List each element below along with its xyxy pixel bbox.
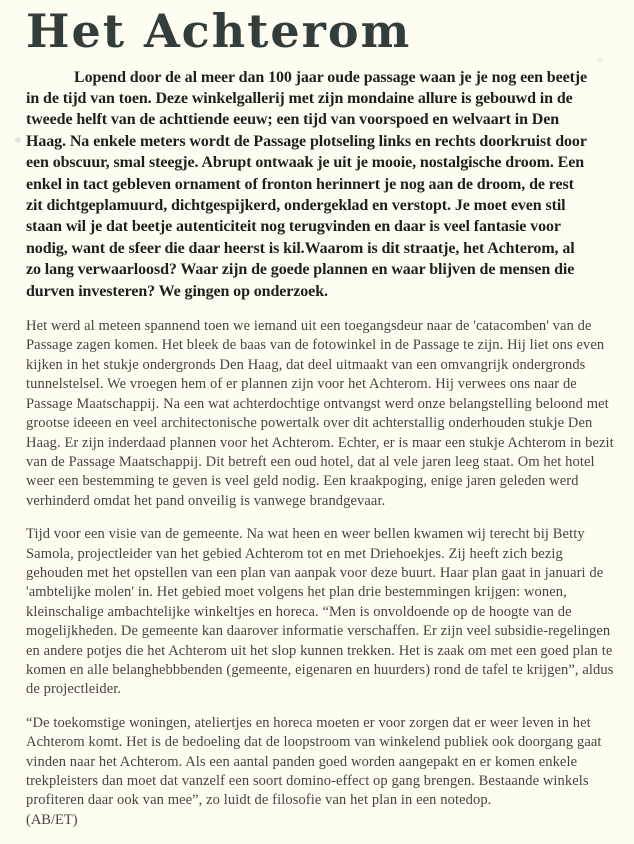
body-paragraph-1: Het werd al meteen spannend toen we iemand uit een toegangsdeur naar de 'catacomben' van de Passage zagen komen. Het bleek de baas van de fotowinkel in de Passage te zijn. Hij liet ons even kijken in het stukje ondergronds Den Haag, dat deel uitmaakt van een omvangrijk ondergronds tunnelstelsel. We vroegen hem of er plannen zijn voor het Achterom. Hij verwees ons naar de Passage Maatschappij. Na een wat achterdochtige ontvangst werd onze belangstelling beloond met grootse ideeen en veel architectonische powertalk over dit achterstallig onderhouden stukje Den Haag. Er zijn inderdaad plannen voor het Achterom. Echter, er is maar een stukje Achterom in bezit van de Passage Maatschappij. Dit betreft een oud hotel, dat al vele jaren leeg staat. Om het hotel weer een bestemming te geven is veel geld nodig. Een kraakpoging, enige jaren geleden werd verhinderd omdat het pand onveilig is vanwege brandgevaar. [26, 318, 614, 509]
body-paragraph-3: “De toekomstige woningen, ateliertjes en horeca moeten er voor zorgen dat er weer leven in het Achterom komt. Het is de bedoeling dat de loopstroom van winkelend publiek ook doorgang gaat vinden naar het Achterom. Als een aantal panden goed worden aangepakt en er komen enkele trekpleisters dan moet dat vanzelf een soort domino-effect op gang brengen. Bestaande winkels profiteren daar ook van mee”, zo luidt de filosofie van het plan in een notedop. [26, 714, 602, 809]
article-title: Het Achterom [26, 4, 412, 58]
byline: (AB/ET) [26, 811, 78, 828]
body-paragraph-2: Tijd voor een visie van de gemeente. Na wat heen en weer bellen kwamen wij terecht bij Betty Samola, projectleider van het gebied Achterom tot en met Driehoekjes. Zij heeft zich bezig gehouden met het opstellen van een plan van aanpak voor deze buurt. Haar plan gaat in januari de 'ambtelijke molen' in. Het gebied moet volgens het plan drie bestemmingen krijgen: wonen, kleinschalige ambachtelijke winkeltjes en horeca. “Men is onvoldoende op de hoogte van de mogelijkheden. De gemeente kan daarover informatie verschaffen. Er zijn veel subsidie-regelingen en andere potjes die het Achterom uit het slop kunnen trekken. Het is zaak om met een goed plan te komen en alle belanghebbbenden (gemeente, eigenaren en huurders) rond de tafel te krijgen”, aldus de projectleider. [26, 526, 614, 698]
intro-paragraph: Lopend door de al meer dan 100 jaar oude passage waan je je nog een beetje in de tijd van toen. Deze winkelgallerij met zijn mondaine allure is gebouwd in de tweede helft van de achttiende eeuw; een tijd van voorspoed en welvaart in Den Haag. Na enkele meters wordt de Passage plotseling links en rechts doorkruist door een obscuur, smal steegje. Abrupt ontwaak je uit je mooie, nostalgische droom. Een enkel in tact gebleven ornament of fronton herinnert je nog aan de droom, de rest zit dichtgeplamuurd, dichtgespijkerd, ondergeklad en verstopt. Je moet even stil staan wil je dat beetje autenticiteit nog terugvinden en daar is veel fantasie voor nodig, want de sfeer die daar heerst is kil.Waarom is dit straatje, het Achterom, al zo lang verwaarloosd? Waar zijn de goede plannen en waar blijven de mensen die durven investeren? We gingen op onderzoek. [26, 68, 588, 300]
